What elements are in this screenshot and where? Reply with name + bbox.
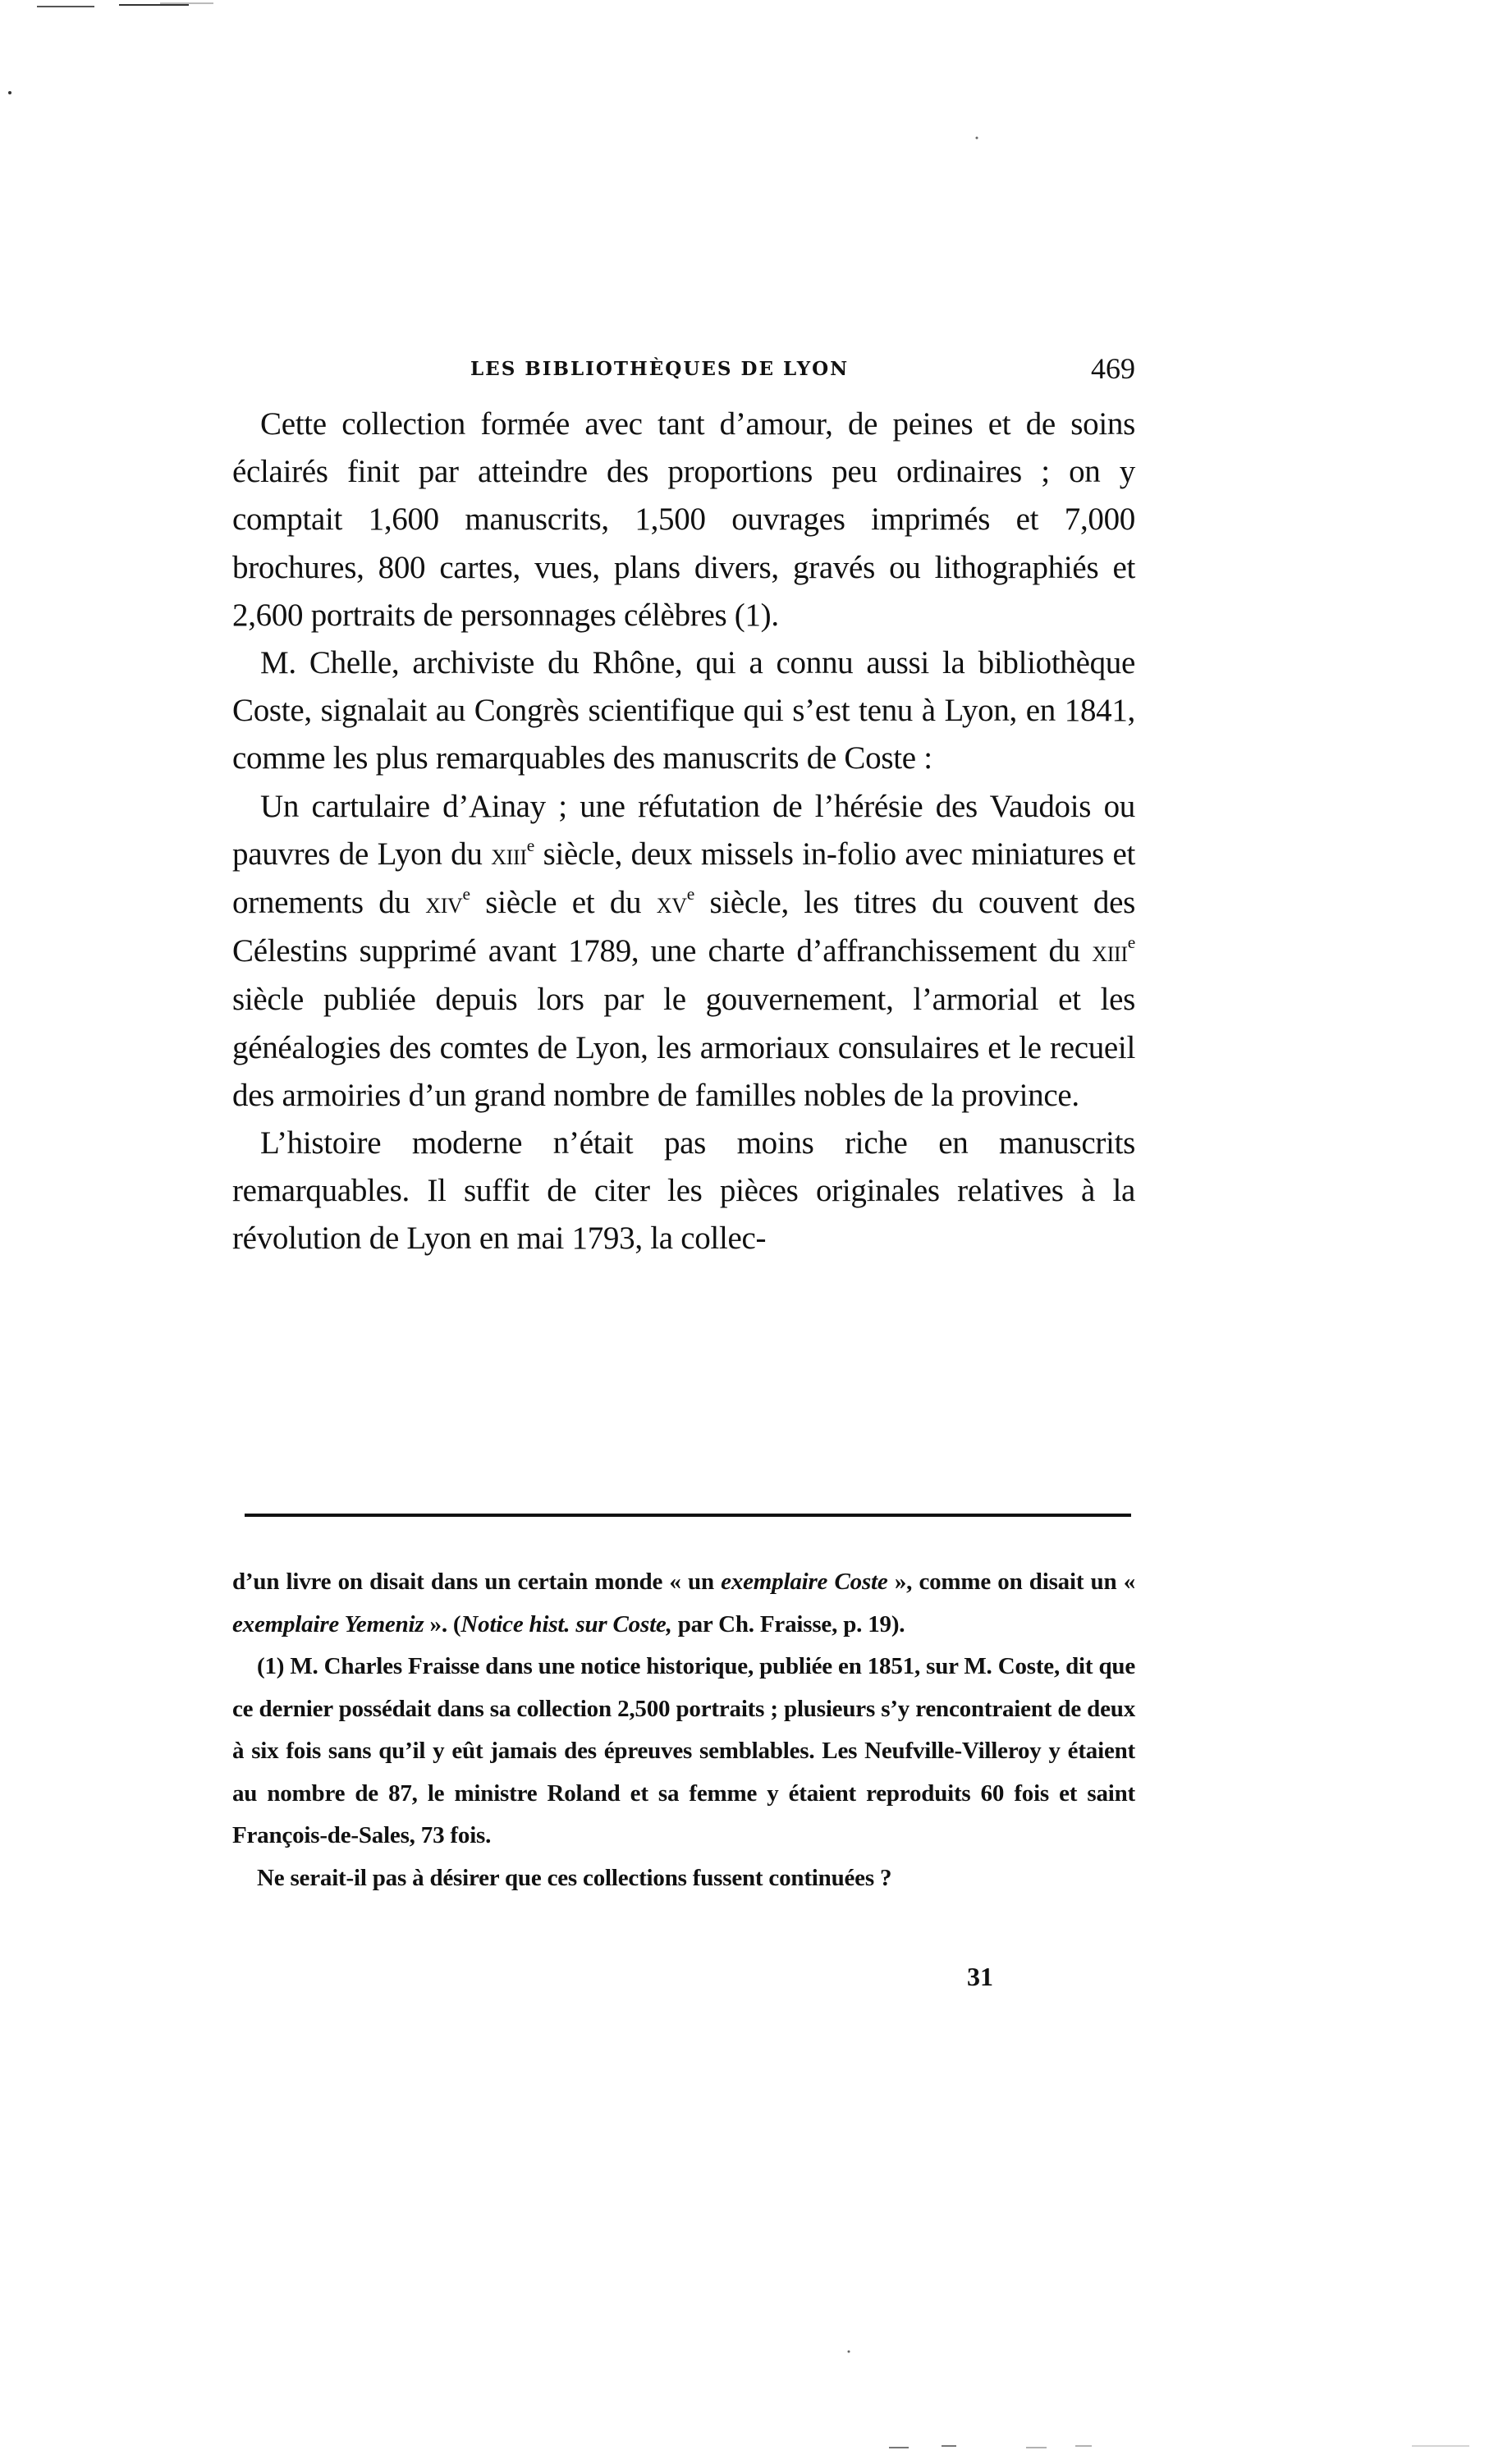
body-text	[232, 401, 1135, 1263]
paragraph: Un cartulaire d’Ainay ; une réfutation de l’hérésie des Vaudois ou pauvres de Lyon du xiii$^e$ siècle, deux missels in-folio avec miniatures et ornements du xiv$^e$ siècle et du $xv^e$ siècle, les titres du couvent des Célestins supprimé avant 1789, une charte d’affranchissement du xiii$^e$ siècle publiée depuis lors par le gouvernement, l’armorial et les généalogies des comtes de Lyon, les armoriaux consulaires et le recueil des armoiries d’un grand nombre de familles nobles de la province.	[232, 788, 1135, 1113]
footnote-1: (1) M. Charles Fraisse dans une notice historique, publiée en 1851, sur M. Coste, dit que ce dernier possédait dans sa collection 2,500 portraits ; plusieurs s’y rencontraient de deux à six fois sans qu’il y eût jamais des épreuves semblables. Les Neufville-Villeroy y étaient au nombre de 87, le ministre Roland et sa femme y étaient reproduits 60 fois et saint François-de-Sales, 73 fois.	[232, 1653, 1135, 1848]
paragraph: L’histoire moderne n’était pas moins riche en manuscrits remarquables. Il suffit de citer les pièces originales relatives à la révolution de Lyon en mai 1793, la collec-	[232, 1125, 1135, 1257]
footnote-divider	[245, 1514, 1131, 1517]
century-numeral: xiv	[425, 886, 463, 921]
running-title: LES BIBLIOTHÈQUES DE LYON	[470, 358, 850, 380]
century-numeral: xiii	[1092, 935, 1128, 969]
century-numeral: xv	[656, 886, 687, 921]
footnote-continuation: d’un livre on disait dans un certain monde « un exemplaire Coste », comme on disait un « exemplaire Yemeniz ». (Notice hist. sur Coste, par Ch. Fraisse, p. 19).	[232, 1569, 1135, 1637]
century-numeral: xiii	[491, 837, 527, 872]
paragraph: Cette collection formée avec tant d’amour, de peines et de soins éclairés finit par atteindre des proportions peu ordinaires ; on y comptait 1,600 manuscrits, 1,500 ouvrages imprimés et 7,000 brochures, 800 cartes, vues, plans divers, gravés ou lithographiés et 2,600 portraits de personnages célèbres (1).	[232, 406, 1135, 633]
footnote-question: Ne serait-il pas à désirer que ces collections fussent continuées ?	[257, 1864, 892, 1891]
page-number: 469	[1091, 352, 1135, 385]
paragraph: M. Chelle, archiviste du Rhône, qui a connu aussi la bibliothèque Coste, signalait au Congrès scientifique qui s’est tenu à Lyon, en 1841, comme les plus remarquables des manuscrits de Coste :	[232, 645, 1135, 776]
signature-mark: 31	[967, 1962, 993, 1991]
running-header	[232, 351, 1135, 387]
footnotes	[232, 1561, 1135, 1899]
